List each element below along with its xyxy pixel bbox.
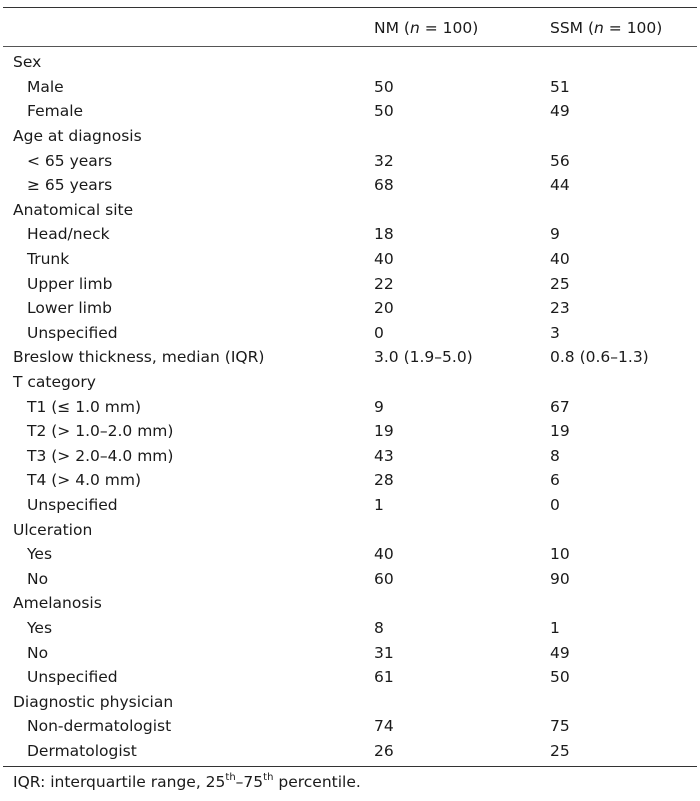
nm-value — [374, 198, 550, 223]
footnote-sup-b: th — [263, 772, 274, 783]
table-row — [0, 148, 700, 173]
nm-value: 43 — [374, 446, 394, 465]
nm-value: 74 — [374, 717, 394, 736]
table-row — [0, 739, 700, 764]
ssm-value: 9 — [550, 225, 560, 244]
bottom-rule — [3, 766, 697, 767]
table-row — [0, 99, 700, 124]
row-label: Ulceration — [13, 520, 93, 539]
row-label: Male — [27, 77, 64, 96]
nm-value — [374, 124, 550, 149]
row-label: Lower limb — [27, 299, 112, 318]
table-row — [0, 247, 700, 272]
row-label: Unspecified — [27, 323, 118, 342]
table-group-row — [0, 370, 700, 395]
ssm-value: 0.8 (0.6–1.3) — [550, 348, 649, 367]
row-label: ≥ 65 years — [27, 176, 113, 195]
table-group-row — [0, 689, 700, 714]
table-row — [0, 271, 700, 296]
row-label: Unspecified — [27, 495, 118, 514]
row-label: Head/neck — [27, 225, 110, 244]
nm-value — [374, 517, 550, 542]
ssm-value — [550, 591, 700, 616]
footnote — [13, 773, 361, 791]
row-label: No — [27, 569, 49, 588]
nm-value — [374, 370, 550, 395]
nm-value: 60 — [374, 569, 394, 588]
header-nm — [374, 13, 478, 43]
header-nm-n: n — [409, 19, 420, 37]
row-label: Non-dermatologist — [27, 717, 172, 736]
nm-value: 50 — [374, 77, 394, 96]
row-label: Yes — [27, 545, 53, 564]
nm-value — [374, 591, 550, 616]
row-label: T4 (> 4.0 mm) — [27, 471, 142, 490]
row-label: Upper limb — [27, 274, 113, 293]
ssm-value: 49 — [550, 643, 570, 662]
nm-value: 26 — [374, 741, 394, 760]
ssm-value: 1 — [550, 618, 560, 637]
row-label: T2 (> 1.0–2.0 mm) — [27, 422, 174, 441]
ssm-value: 0 — [550, 495, 560, 514]
table-row — [0, 394, 700, 419]
row-label: Unspecified — [27, 668, 118, 687]
row-label: < 65 years — [27, 151, 113, 170]
ssm-value: 50 — [550, 668, 570, 687]
table-group-row — [0, 198, 700, 223]
row-label: Dermatologist — [27, 741, 137, 760]
row-label: Sex — [13, 53, 42, 72]
row-label: Anatomical site — [13, 200, 134, 219]
nm-value — [374, 689, 550, 714]
nm-value: 68 — [374, 176, 394, 195]
table-row — [0, 616, 700, 641]
ssm-value: 90 — [550, 569, 570, 588]
row-label: T category — [13, 373, 96, 392]
table-group-row — [0, 517, 700, 542]
row-label: Age at diagnosis — [13, 127, 142, 146]
table-row — [0, 493, 700, 518]
table-body — [0, 50, 700, 763]
nm-value: 32 — [374, 151, 394, 170]
nm-value: 40 — [374, 545, 394, 564]
top-rule — [3, 7, 697, 8]
ssm-value: 51 — [550, 77, 570, 96]
row-label: T3 (> 2.0–4.0 mm) — [27, 446, 174, 465]
ssm-value: 23 — [550, 299, 570, 318]
table-group-row — [0, 591, 700, 616]
table-group-row — [0, 124, 700, 149]
nm-value: 20 — [374, 299, 394, 318]
table-row — [0, 640, 700, 665]
row-label: Trunk — [27, 250, 70, 269]
nm-value: 61 — [374, 668, 394, 687]
ssm-value: 19 — [550, 422, 570, 441]
nm-value: 40 — [374, 250, 394, 269]
nm-value: 28 — [374, 471, 394, 490]
row-label: Yes — [27, 618, 53, 637]
table-row — [0, 566, 700, 591]
nm-value: 0 — [374, 323, 384, 342]
header-ssm-suffix: = 100) — [603, 19, 663, 37]
nm-value: 22 — [374, 274, 394, 293]
ssm-value: 40 — [550, 250, 570, 269]
table-row — [0, 468, 700, 493]
header-nm-prefix: NM ( — [374, 19, 410, 37]
nm-value: 18 — [374, 225, 394, 244]
ssm-value — [550, 370, 700, 395]
table-row — [0, 665, 700, 690]
ssm-value: 25 — [550, 274, 570, 293]
header-ssm — [550, 13, 662, 43]
ssm-value: 44 — [550, 176, 570, 195]
ssm-value — [550, 124, 700, 149]
table-group-row — [0, 50, 700, 75]
table-header — [0, 13, 700, 43]
ssm-value: 3 — [550, 323, 560, 342]
row-label: No — [27, 643, 49, 662]
row-label: T1 (≤ 1.0 mm) — [27, 397, 142, 416]
nm-value: 31 — [374, 643, 394, 662]
footnote-text-a: IQR: interquartile range, 25 — [13, 773, 226, 792]
nm-value: 19 — [374, 422, 394, 441]
table-group-row — [0, 345, 700, 370]
nm-value — [374, 50, 550, 75]
ssm-value — [550, 198, 700, 223]
ssm-value: 56 — [550, 151, 570, 170]
row-label: Female — [27, 102, 84, 121]
table-row — [0, 222, 700, 247]
table-row — [0, 419, 700, 444]
ssm-value: 6 — [550, 471, 560, 490]
ssm-value: 10 — [550, 545, 570, 564]
header-nm-suffix: = 100) — [419, 19, 479, 37]
row-label: Amelanosis — [13, 594, 102, 613]
footnote-sup-a: th — [225, 772, 236, 783]
row-label: Breslow thickness, median (IQR) — [13, 348, 265, 367]
header-rule — [3, 46, 697, 47]
table-row — [0, 296, 700, 321]
nm-value: 50 — [374, 102, 394, 121]
ssm-value: 75 — [550, 717, 570, 736]
ssm-value: 67 — [550, 397, 570, 416]
ssm-value: 8 — [550, 446, 560, 465]
table-row — [0, 173, 700, 198]
ssm-value — [550, 689, 700, 714]
table-row — [0, 542, 700, 567]
ssm-value: 25 — [550, 741, 570, 760]
ssm-value — [550, 50, 700, 75]
table-row — [0, 444, 700, 469]
table-row — [0, 321, 700, 346]
ssm-value — [550, 517, 700, 542]
data-table — [0, 50, 700, 763]
row-label: Diagnostic physician — [13, 692, 174, 711]
header-ssm-prefix: SSM ( — [550, 19, 595, 37]
table-row — [0, 714, 700, 739]
nm-value: 1 — [374, 495, 384, 514]
footnote-text-c: percentile. — [273, 773, 361, 792]
nm-value: 3.0 (1.9–5.0) — [374, 348, 473, 367]
nm-value: 8 — [374, 618, 384, 637]
nm-value: 9 — [374, 397, 384, 416]
table-row — [0, 75, 700, 100]
header-ssm-n: n — [594, 19, 604, 37]
ssm-value: 49 — [550, 102, 570, 121]
footnote-text-b: –75 — [235, 773, 264, 792]
